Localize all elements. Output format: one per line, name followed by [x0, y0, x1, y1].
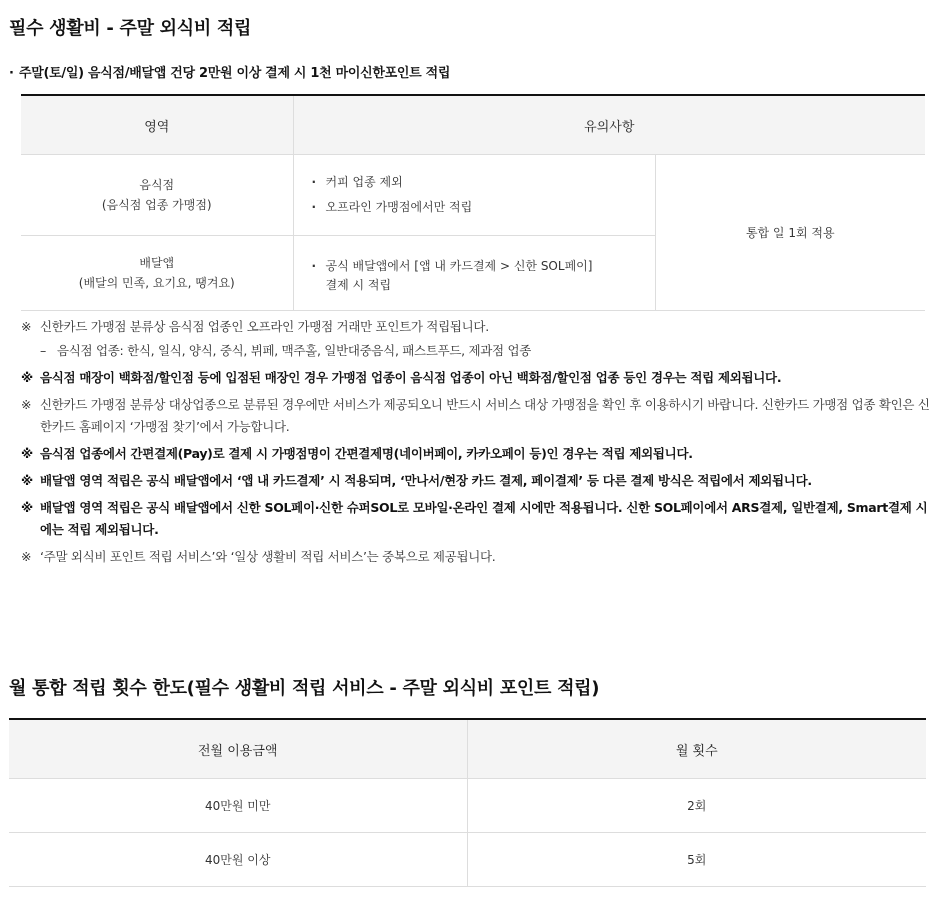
notice-item-bold: ※ 배달앱 영역 적립은 공식 배달앱에서 신한 SOL페이·신한 슈퍼SOL로 모바일·온라인 결제 시에만 적용됩니다. 신한 SOL페이에서 ARS결제, 일반결제, Smart결제 시에는 적립 제외됩니다.: [21, 500, 928, 537]
table-row: [9, 833, 926, 887]
notice-item: ※ 신한카드 가맹점 분류상 음식점 업종인 오프라인 가맹점 거래만 포인트가 적립됩니다.: [21, 319, 489, 334]
notice-item-bold: ※ 음식점 매장이 백화점/할인점 등에 입점된 매장인 경우 가맹점 업종이 음식점 업종이 아닌 백화점/할인점 업종 등인 경우는 적립 제외됩니다.: [21, 370, 782, 385]
header-monthly-count: 월 횟수: [467, 719, 926, 779]
notice-item-bold: ※ 음식점 업종에서 간편결제(Pay)로 결제 시 가맹점명이 간편결제명(네이버페이, 카카오페이 등)인 경우는 적립 제외됩니다.: [21, 446, 693, 461]
area-detail: (음식점 업종 가맹점): [101, 198, 212, 212]
notice-item: ※ ‘주말 외식비 포인트 적립 서비스’와 ‘일상 생활비 적립 서비스’는 중복으로 제공됩니다.: [21, 549, 496, 564]
subtitle-text: 주말(토/일) 음식점/배달앱 건당 2만원 이상 결제 시 1천 마이신한포인트 적립: [19, 66, 451, 81]
section-subtitle: [9, 62, 450, 81]
notice-subitem: – 음식점 업종: 한식, 일식, 양식, 중식, 뷔페, 맥주홀, 일반대중음식, 패스트푸드, 제과점 업종: [40, 343, 532, 358]
spend-cell: 40만원 미만: [9, 779, 467, 833]
count-cell: 5회: [467, 833, 926, 887]
area-name: 배달앱: [139, 256, 175, 270]
merged-note-cell: 통합 일 1회 적용: [655, 155, 925, 311]
monthly-limit-table: [9, 718, 926, 887]
area-detail: (배달의 민족, 요기요, 땡겨요): [78, 276, 235, 290]
bullet-icon: ·: [9, 66, 14, 81]
note-bullet: · 공식 배달앱에서 [앱 내 카드결제 > 신한 SOL페이]: [312, 257, 654, 276]
header-notes: 유의사항: [293, 95, 925, 155]
note-continuation: 결제 시 적립: [325, 278, 392, 292]
area-cell: [21, 236, 293, 311]
header-area: 영역: [21, 95, 293, 155]
table-row: [9, 779, 926, 833]
table-row: [21, 155, 925, 236]
note-bullet: · 오프라인 가맹점에서만 적립: [312, 198, 654, 217]
area-cell: [21, 155, 293, 236]
header-prev-month-spend: 전월 이용금액: [9, 719, 467, 779]
spend-cell: 40만원 이상: [9, 833, 467, 887]
notes-list: [21, 316, 931, 573]
area-name: 음식점: [139, 178, 175, 192]
section-title-monthly-limit: 월 통합 적립 횟수 한도(필수 생활비 적립 서비스 - 주말 외식비 포인트 적립): [9, 678, 600, 699]
notes-cell: [293, 236, 655, 311]
notice-item: ※ 신한카드 가맹점 분류상 대상업종으로 분류된 경우에만 서비스가 제공되오니 반드시 서비스 대상 가맹점을 확인 후 이용하시기 바랍니다. 신한카드 가맹점 업종 확인은 신한카드 홈페이지 ‘가맹점 찾기’에서 가능합니다.: [21, 397, 930, 434]
dining-conditions-table: [21, 94, 925, 311]
notice-item-bold: ※ 배달앱 영역 적립은 공식 배달앱에서 ‘앱 내 카드결제’ 시 적용되며, ‘만나서/현장 카드 결제, 페이결제’ 등 다른 결제 방식은 적립에서 제외됩니다.: [21, 473, 812, 488]
notes-cell: [293, 155, 655, 236]
count-cell: 2회: [467, 779, 926, 833]
section-title-weekend-dining: 필수 생활비 - 주말 외식비 적립: [9, 18, 252, 39]
note-bullet: · 커피 업종 제외: [312, 173, 654, 192]
